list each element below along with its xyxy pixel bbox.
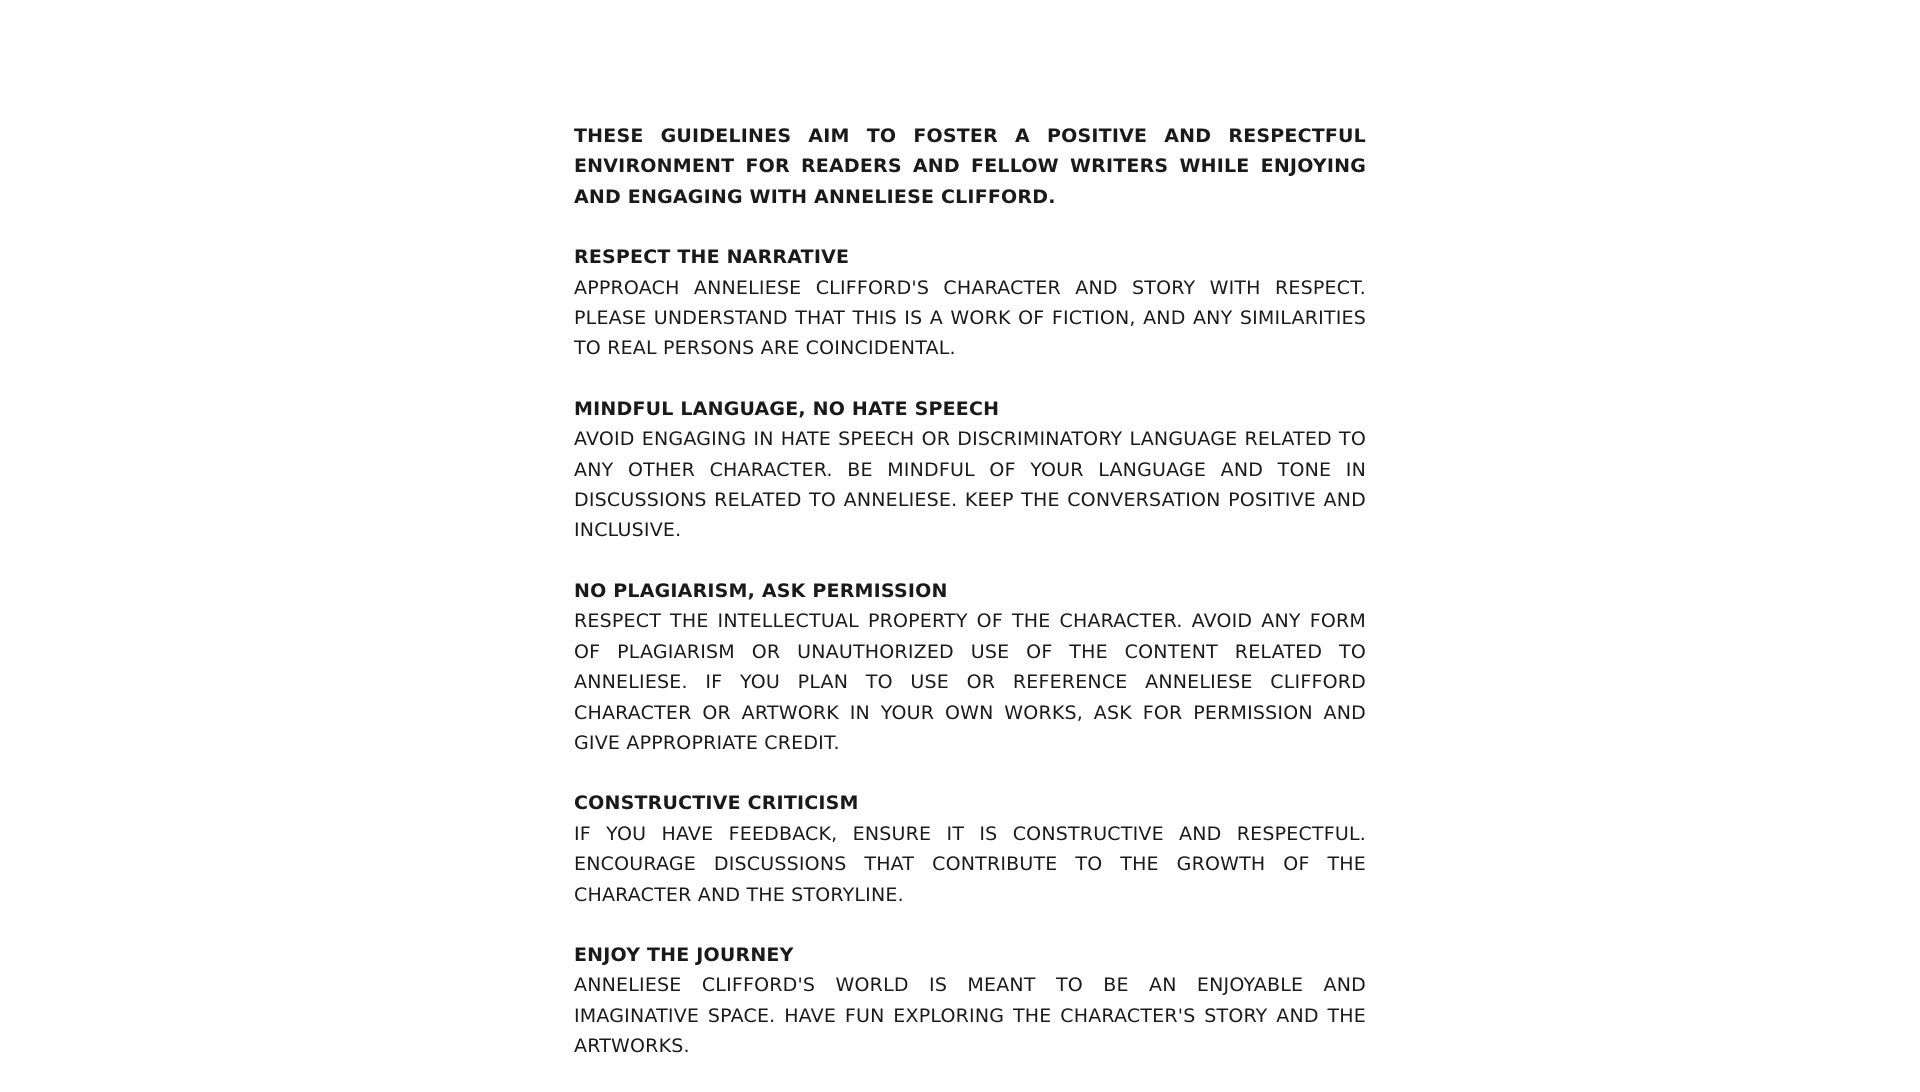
section-enjoy-the-journey: [574, 940, 1366, 1062]
intro-paragraph: THESE GUIDELINES AIM TO FOSTER A POSITIVE AND RESPECTFUL ENVIRONMENT FOR READERS AND FELLOW WRITERS WHILE ENJOYING AND ENGAGING WITH ANNELIESE CLIFFORD.: [574, 125, 1366, 208]
section-title: MINDFUL LANGUAGE, NO HATE SPEECH: [574, 397, 1000, 420]
section-mindful-language: [574, 394, 1366, 546]
section-body: IF YOU HAVE FEEDBACK, ENSURE IT IS CONSTRUCTIVE AND RESPECTFUL. ENCOURAGE DISCUSSIONS THAT CONTRIBUTE TO THE GROWTH OF THE CHARACTER AND THE STORYLINE.: [574, 822, 1366, 906]
guidelines-content: [574, 121, 1366, 1092]
section-body: RESPECT THE INTELLECTUAL PROPERTY OF THE CHARACTER. AVOID ANY FORM OF PLAGIARISM OR UNAUTHORIZED USE OF THE CONTENT RELATED TO ANNELIESE. IF YOU PLAN TO USE OR REFERENCE ANNELIESE CLIFFORD CHARACTER OR ARTWORK IN YOUR OWN WORKS, ASK FOR PERMISSION AND GIVE APPROPRIATE CREDIT.: [574, 610, 1366, 754]
section-body: AVOID ENGAGING IN HATE SPEECH OR DISCRIMINATORY LANGUAGE RELATED TO ANY OTHER CHARACTER. BE MINDFUL OF YOUR LANGUAGE AND TONE IN DISCUSSIONS RELATED TO ANNELIESE. KEEP THE CONVERSATION POSITIVE AND INCLUSIVE.: [574, 428, 1366, 542]
section-body: APPROACH ANNELIESE CLIFFORD'S CHARACTER AND STORY WITH RESPECT. PLEASE UNDERSTAND THAT THIS IS A WORK OF FICTION, AND ANY SIMILARITIES TO REAL PERSONS ARE COINCIDENTAL.: [574, 276, 1366, 360]
section-title: CONSTRUCTIVE CRITICISM: [574, 792, 859, 815]
section-title: NO PLAGIARISM, ASK PERMISSION: [574, 579, 948, 602]
section-respect-the-narrative: [574, 242, 1366, 364]
section-title: RESPECT THE NARRATIVE: [574, 246, 850, 269]
section-constructive-criticism: [574, 788, 1366, 910]
section-title: ENJOY THE JOURNEY: [574, 943, 794, 966]
section-no-plagiarism: [574, 576, 1366, 758]
section-body: ANNELIESE CLIFFORD'S WORLD IS MEANT TO BE AN ENJOYABLE AND IMAGINATIVE SPACE. HAVE FUN EXPLORING THE CHARACTER'S STORY AND THE ARTWORKS.: [574, 974, 1366, 1058]
